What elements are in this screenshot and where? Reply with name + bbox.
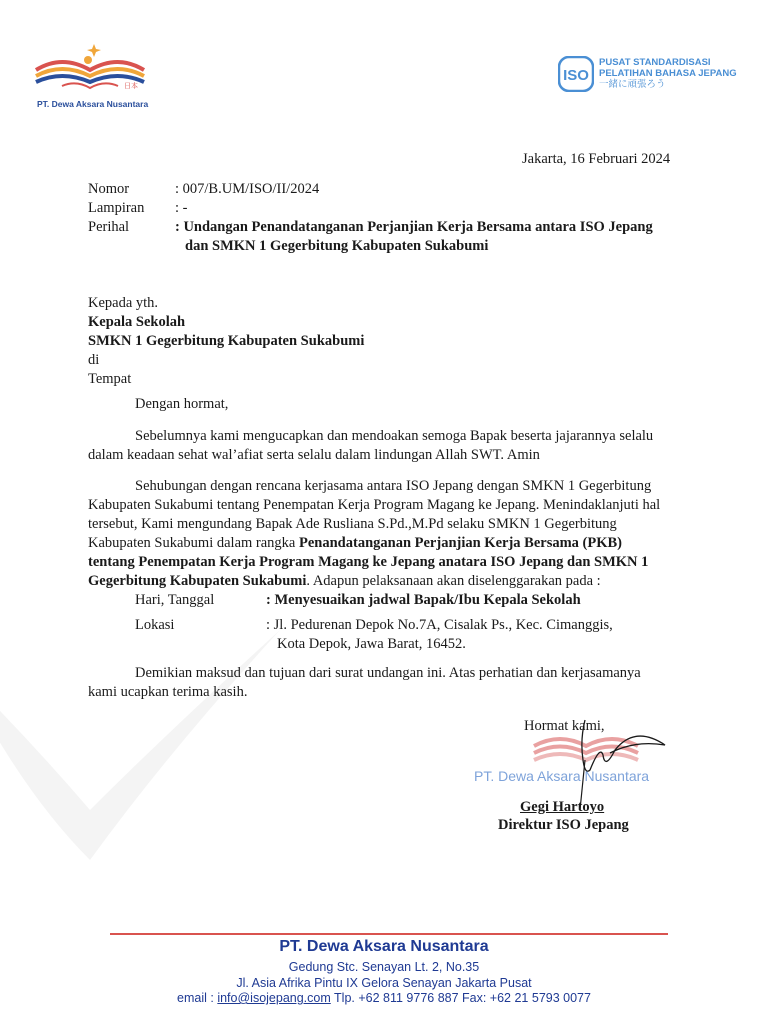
para-text: . Adapun pelaksanaan akan diselenggarakan pada :	[306, 573, 601, 589]
footer-divider	[110, 933, 668, 935]
para-line: Demikian maksud dan tujuan dari surat undangan ini. Atas perhatian dan kerjasamanya	[135, 665, 641, 681]
schedule-day-label: Hari, Tanggal	[135, 592, 215, 608]
paragraph-closing	[88, 664, 676, 702]
para-line: dalam keadaan sehat wal’afiat serta selalu dalam lindungan Allah SWT. Amin	[88, 447, 540, 463]
para-line: tentang Penempatan Kerja Program Magang ke Jepang anatara ISO Jepang dan SMKN 1	[88, 554, 649, 570]
recipient-position: Kepala Sekolah	[88, 314, 186, 330]
svg-text:ISO: ISO	[563, 67, 589, 84]
footer-company-name: PT. Dewa Aksara Nusantara	[279, 938, 489, 955]
para-text: Kabupaten Sukabumi dalam rangka	[88, 535, 299, 551]
para-line: kami ucapkan terima kasih.	[88, 684, 248, 700]
email-link[interactable]: info@isojepang.com	[217, 991, 331, 1005]
iso-badge-icon	[558, 56, 594, 92]
field-value: : Undangan Penandatanganan Perjanjian Kerja Bersama antara ISO Jepang	[175, 219, 653, 235]
iso-org-line2: PELATIHAN BAHASA JEPANG	[599, 68, 737, 79]
field-value: : 007/B.UM/ISO/II/2024	[175, 181, 320, 197]
recipient-salutation: Kepada yth.	[88, 295, 159, 311]
field-lampiran	[88, 199, 688, 218]
iso-org-line1: PUSAT STANDARDISASI	[599, 57, 711, 68]
stamp-company-name: PT. Dewa Aksara Nusantara	[474, 768, 650, 784]
left-company-name: PT. Dewa Aksara Nusantara	[37, 99, 149, 109]
field-value: : -	[175, 200, 188, 216]
company-logo	[32, 40, 152, 102]
recipient-place: Tempat	[88, 371, 132, 387]
field-label: Perihal	[88, 219, 130, 235]
letter-header-fields	[88, 180, 688, 256]
perihal-continuation: dan SMKN 1 Gegerbitung Kabupaten Sukabumi	[185, 238, 489, 254]
field-label: Lampiran	[88, 200, 145, 216]
para-line: Kabupaten Sukabumi tentang Penempatan Kerja Program Magang ke Jepang. Menindaklanjuti hal	[88, 497, 661, 513]
signature-regards: Hormat kami,	[524, 718, 605, 734]
paragraph-opening	[88, 427, 676, 465]
recipient-block	[88, 294, 364, 389]
footer-address-line: Gedung Stc. Senayan Lt. 2, No.35	[288, 960, 480, 974]
email-label: email :	[177, 991, 218, 1005]
footer-contact-line	[0, 991, 768, 1005]
location-line: Kota Depok, Jawa Barat, 16452.	[277, 636, 466, 652]
signatory-title: Direktur ISO Jepang	[498, 817, 629, 833]
field-perihal	[88, 218, 688, 237]
field-nomor	[88, 180, 688, 199]
svg-text:日本: 日本	[124, 82, 138, 90]
para-line: tersebut, Kami mengundang Bapak Ade Rusliana S.Pd.,M.Pd selaku SMKN 1 Gegerbitung	[88, 516, 617, 532]
paragraph-body	[88, 477, 676, 591]
para-bold-text: Gegerbitung Kabupaten Sukabumi	[88, 573, 307, 589]
para-bold-text: Penandatanganan Perjanjian Kerja Bersama (PKB)	[299, 535, 623, 551]
recipient-school: SMKN 1 Gegerbitung Kabupaten Sukabumi	[88, 333, 365, 349]
open-book-logo-icon	[32, 40, 152, 102]
footer-address-line: Jl. Asia Afrika Pintu IX Gelora Senayan Jakarta Pusat	[236, 976, 532, 990]
letter-date: Jakarta, 16 Februari 2024	[522, 151, 671, 167]
schedule-day	[135, 591, 695, 610]
iso-org-line3: 一緒に頑張ろう	[599, 79, 666, 90]
location-line: : Jl. Pedurenan Depok No.7A, Cisalak Ps., Kec. Cimanggis,	[266, 617, 613, 633]
contact-numbers: Tlp. +62 811 9776 887 Fax: +62 21 5793 0077	[330, 991, 591, 1005]
iso-logo	[558, 56, 594, 92]
signatory-name: Gegi Hartoyo	[520, 799, 605, 815]
schedule-day-value: : Menyesuaikan jadwal Bapak/Ibu Kepala Sekolah	[266, 592, 581, 608]
para-line	[88, 572, 676, 591]
schedule-location-value	[266, 616, 613, 654]
schedule-location	[135, 616, 695, 654]
schedule-location-label: Lokasi	[135, 617, 175, 633]
para-line: Sebelumnya kami mengucapkan dan mendoakan semoga Bapak beserta jajarannya selalu	[135, 428, 654, 444]
recipient-di: di	[88, 352, 100, 368]
para-line	[88, 534, 676, 553]
field-label: Nomor	[88, 181, 130, 197]
greeting: Dengan hormat,	[135, 396, 229, 412]
iso-org-name	[599, 57, 737, 90]
para-line: Sehubungan dengan rencana kerjasama antara ISO Jepang dengan SMKN 1 Gegerbitung	[135, 478, 652, 494]
